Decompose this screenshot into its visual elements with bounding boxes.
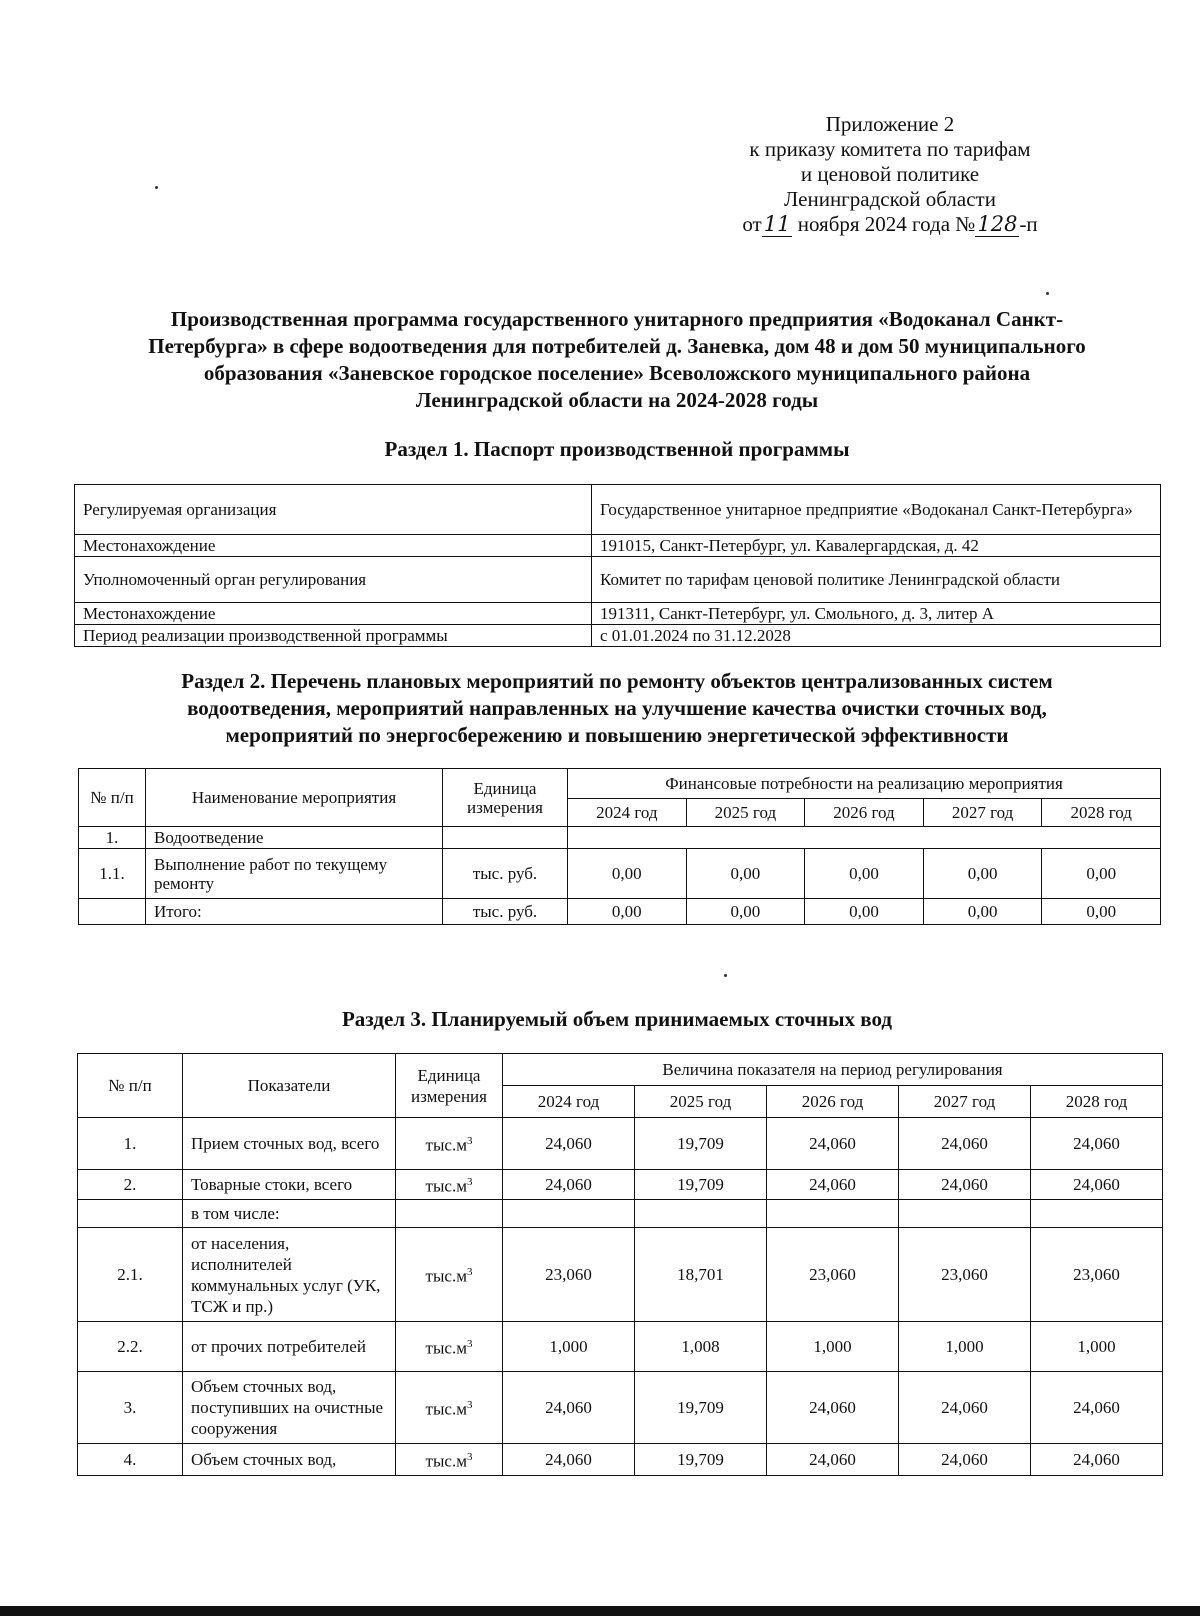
date-middle: ноября 2024 года № [797,212,976,236]
cell-empty [767,1200,899,1228]
title-line: Производственная программа государственного унитарного предприятия «Водоканал Санкт- [170,307,1064,331]
cell-value: 24,060 [1031,1372,1163,1444]
table-row [75,603,1161,625]
unit-superscript: 3 [466,1451,473,1464]
cell-value: 0,00 [923,849,1042,899]
table-row [78,1118,1163,1170]
title-line: Ленинградской области на 2024-2028 годы [415,388,819,412]
col-header-year: 2028 год [1031,1086,1163,1118]
table-row [75,485,1161,535]
cell-name: Объем сточных вод, [183,1444,396,1476]
cell-value: 0,00 [686,849,805,899]
scan-edge-bar [0,1606,1200,1616]
table-row [75,625,1161,647]
appendix-line: к приказу комитета по тарифам [749,137,1031,161]
table-row [75,557,1161,603]
cell-value: 0,00 [805,899,924,925]
cell-name: в том числе: [183,1200,396,1228]
cell-num: 2.1. [78,1228,183,1322]
handwritten-day: 11 [763,212,791,236]
cell-unit: тыс. руб. [443,899,568,925]
col-header-year: 2024 год [503,1086,635,1118]
cell-value: 1,000 [1031,1322,1163,1372]
title-line: Раздел 2. Перечень плановых мероприятий по ремонту объектов централизованных систем [181,669,1053,693]
col-header-year: 2025 год [635,1086,767,1118]
table-row [78,1200,1163,1228]
row-label: Уполномоченный орган регулирования [75,557,592,603]
section2-title [80,668,1154,749]
cell-value: 23,060 [767,1228,899,1322]
col-header-year: 2024 год [568,799,687,827]
cell-value: 19,709 [635,1444,767,1476]
col-header-year: 2028 год [1042,799,1161,827]
col-header-name: Наименование мероприятия [146,769,443,827]
number-suffix: -п [1019,212,1038,236]
scan-speck [155,186,158,189]
table-row [75,535,1161,557]
cell-name: Объем сточных вод, поступивших на очистные сооружения [183,1372,396,1444]
cell-name: Прием сточных вод, всего [183,1118,396,1170]
wastewater-volume-table [77,1053,1163,1476]
measures-table [78,768,1161,925]
cell-unit [396,1444,503,1476]
cell-value: 0,00 [805,849,924,899]
cell-value: 1,000 [503,1322,635,1372]
appendix-date-line [720,212,1060,237]
cell-name: Итого: [146,899,443,925]
cell-name: Товарные стоки, всего [183,1170,396,1200]
table-row [79,849,1161,899]
col-header-unit: Единица измерения [443,769,568,827]
cell-value: 19,709 [635,1372,767,1444]
unit-base: тыс.м [425,1338,467,1358]
cell-name: Выполнение работ по текущему ремонту [146,849,443,899]
cell-name: Водоотведение [146,827,443,849]
cell-value: 23,060 [1031,1228,1163,1322]
unit-base: тыс.м [425,1176,467,1196]
date-prefix: от [742,212,762,236]
appendix-line: и ценовой политике [800,162,980,186]
col-header-group: Величина показателя на период регулирования [503,1054,1163,1086]
row-value: Комитет по тарифам ценовой политике Ленинградской области [592,557,1161,603]
section1-title: Раздел 1. Паспорт производственной программы [384,437,850,461]
cell-num: 2.2. [78,1322,183,1372]
cell-value: 23,060 [503,1228,635,1322]
title-line: мероприятий по энергосбережению и повышению энергетической эффективности [225,723,1009,747]
cell-name: от населения, исполнителей коммунальных услуг (УК, ТСЖ и пр.) [183,1228,396,1322]
appendix-line: Ленинградской области [784,187,996,211]
cell-value: 0,00 [686,899,805,925]
cell-value: 24,060 [767,1170,899,1200]
cell-value: 0,00 [1042,899,1161,925]
cell-num: 3. [78,1372,183,1444]
cell-value: 24,060 [1031,1444,1163,1476]
cell-value: 24,060 [899,1118,1031,1170]
col-header-unit: Единица измерения [396,1054,503,1118]
document-title [80,306,1154,414]
unit-superscript: 3 [466,1135,473,1148]
cell-empty [443,827,568,849]
cell-empty [635,1200,767,1228]
row-value: Государственное унитарное предприятие «Водоканал Санкт-Петербурга» [592,485,1161,535]
appendix-line: Приложение 2 [825,112,955,136]
table-row [78,1444,1163,1476]
cell-empty [899,1200,1031,1228]
row-value: 191311, Санкт-Петербург, ул. Смольного, д. 3, литер А [592,603,1161,625]
col-header-year: 2026 год [767,1086,899,1118]
cell-value: 19,709 [635,1118,767,1170]
unit-superscript: 3 [466,1266,473,1279]
row-label: Местонахождение [75,535,592,557]
cell-value: 1,008 [635,1322,767,1372]
table-row [78,1322,1163,1372]
cell-name: от прочих потребителей [183,1322,396,1372]
row-label: Местонахождение [75,603,592,625]
cell-value: 24,060 [1031,1118,1163,1170]
section3-title: Раздел 3. Планируемый объем принимаемых сточных вод [341,1007,893,1031]
scan-speck [724,974,727,977]
cell-empty [396,1200,503,1228]
table-row [78,1228,1163,1322]
col-header-year: 2026 год [805,799,924,827]
cell-num: 2. [78,1170,183,1200]
table-row [78,1170,1163,1200]
cell-value: 1,000 [767,1322,899,1372]
cell-value: 24,060 [767,1372,899,1444]
cell-empty [568,827,1161,849]
cell-empty [503,1200,635,1228]
title-line: Петербурга» в сфере водоотведения для потребителей д. Заневка, дом 48 и дом 50 муниципального [148,334,1086,358]
appendix-header [720,112,1060,237]
cell-value: 24,060 [503,1444,635,1476]
col-header-num: № п/п [78,1054,183,1118]
cell-num: 1. [78,1118,183,1170]
table-header-row [78,1054,1163,1086]
cell-value: 24,060 [767,1118,899,1170]
cell-value: 23,060 [899,1228,1031,1322]
cell-unit [396,1322,503,1372]
table-row [79,827,1161,849]
row-label: Регулируемая организация [75,485,592,535]
cell-unit [396,1170,503,1200]
cell-value: 24,060 [767,1444,899,1476]
cell-value: 24,060 [503,1170,635,1200]
cell-value: 24,060 [1031,1170,1163,1200]
row-value: с 01.01.2024 по 31.12.2028 [592,625,1161,647]
cell-value: 0,00 [923,899,1042,925]
unit-base: тыс.м [425,1266,467,1286]
col-header-year: 2027 год [899,1086,1031,1118]
row-label: Период реализации производственной программы [75,625,592,647]
cell-unit [396,1372,503,1444]
unit-base: тыс.м [425,1451,467,1471]
row-value: 191015, Санкт-Петербург, ул. Кавалергардская, д. 42 [592,535,1161,557]
cell-value: 0,00 [568,849,687,899]
cell-unit [396,1118,503,1170]
col-header-year: 2025 год [686,799,805,827]
title-line: водоотведения, мероприятий направленных на улучшение качества очистки сточных вод, [187,696,1047,720]
col-header-year: 2027 год [923,799,1042,827]
handwritten-number: 128 [977,212,1018,236]
cell-value: 24,060 [899,1444,1031,1476]
cell-empty [79,899,146,925]
unit-base: тыс.м [425,1399,467,1419]
cell-unit [396,1228,503,1322]
cell-num: 1.1. [79,849,146,899]
cell-value: 24,060 [503,1372,635,1444]
cell-value: 24,060 [899,1170,1031,1200]
unit-base: тыс.м [425,1135,467,1155]
cell-value: 18,701 [635,1228,767,1322]
table-row [78,1372,1163,1444]
title-line: образования «Заневское городское поселение» Всеволожского муниципального района [203,361,1031,385]
cell-empty [1031,1200,1163,1228]
cell-num [78,1200,183,1228]
cell-num: 4. [78,1444,183,1476]
table-row [79,899,1161,925]
cell-value: 24,060 [503,1118,635,1170]
col-header-num: № п/п [79,769,146,827]
cell-value: 24,060 [899,1372,1031,1444]
cell-num: 1. [79,827,146,849]
col-header-finance: Финансовые потребности на реализацию мероприятия [568,769,1161,799]
col-header-name: Показатели [183,1054,396,1118]
cell-value: 0,00 [1042,849,1161,899]
unit-superscript: 3 [466,1176,473,1189]
passport-table [74,484,1161,647]
cell-unit: тыс. руб. [443,849,568,899]
unit-superscript: 3 [466,1399,473,1412]
cell-value: 1,000 [899,1322,1031,1372]
unit-superscript: 3 [466,1338,473,1351]
table-header-row [79,769,1161,799]
cell-value: 0,00 [568,899,687,925]
scan-speck [1046,292,1049,295]
cell-value: 19,709 [635,1170,767,1200]
